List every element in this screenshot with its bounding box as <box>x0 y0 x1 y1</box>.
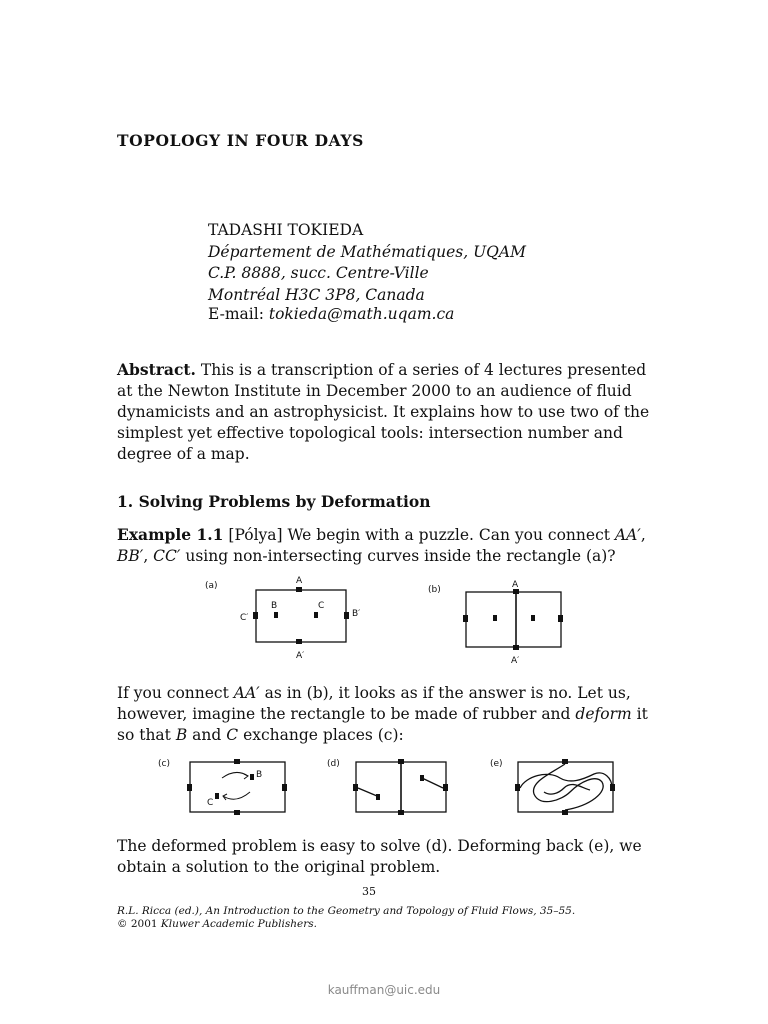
example-text-1: [Pólya] We begin with a puzzle. Can you connect <box>228 526 610 544</box>
page-number: 35 <box>362 885 376 898</box>
abstract-label: Abstract. <box>117 360 196 379</box>
figure-c <box>158 759 287 815</box>
figure-c-label: (c) <box>158 759 170 769</box>
figure-a-label-b: B <box>271 601 278 611</box>
example-text-2: using non-intersecting curves inside the rectangle (a)? <box>185 547 616 565</box>
point-c-left <box>187 784 192 791</box>
author-name: TADASHI TOKIEDA <box>208 221 364 239</box>
para2-text-5: exchange places (c): <box>243 726 404 744</box>
para2-text-1: If you connect <box>117 684 229 702</box>
para2-text-3: it so that <box>117 705 648 744</box>
figure-b-label-a-prime: A′ <box>511 656 520 666</box>
point-d-top <box>398 759 404 764</box>
section-heading: 1. Solving Problems by Deformation <box>117 492 431 511</box>
figure-e-curve-inner <box>544 785 590 795</box>
point-d-inner-left <box>376 794 380 800</box>
figure-c-label-c: C <box>207 798 214 808</box>
paragraph-deform <box>117 683 657 746</box>
swap-arrow-top <box>222 772 248 778</box>
figure-e <box>490 759 615 815</box>
figure-c-rectangle <box>190 762 285 812</box>
paper-title: TOPOLOGY IN FOUR DAYS <box>117 131 364 150</box>
point-d-bottom <box>398 810 404 815</box>
paragraph-solution: The deformed problem is easy to solve (d). Deforming back (e), we obtain a solution to the original problem. <box>117 837 642 876</box>
example-label: Example 1.1 <box>117 525 224 544</box>
point-c-prime-left <box>253 612 258 619</box>
point-c <box>314 612 318 618</box>
figure-b-label: (b) <box>428 585 441 595</box>
math-c: C <box>226 726 239 744</box>
figure-b <box>428 580 563 666</box>
para2-deform: deform <box>575 705 632 723</box>
figure-a-label-c-prime: C′ <box>240 613 249 623</box>
author-affiliation: Département de Mathématiques, UQAM <box>208 242 526 261</box>
watermark-email: kauffman@uic.edu <box>327 983 441 997</box>
point-a-top <box>296 587 302 592</box>
point-e-top <box>562 759 568 764</box>
figure-e-curve-outer <box>533 764 603 810</box>
point-b-inner-right <box>531 615 535 621</box>
point-b-a-prime-bottom <box>513 645 519 650</box>
figure-e-label: (e) <box>490 759 503 769</box>
math-cc: CC′ <box>153 547 181 565</box>
point-c-bottom <box>234 810 240 815</box>
math-aa: AA′ <box>614 526 641 544</box>
figure-d <box>327 759 448 815</box>
email-address: tokieda@math.uqam.ca <box>268 305 455 323</box>
footer-copyright <box>117 918 575 931</box>
point-d-inner-right <box>420 775 424 781</box>
point-e-bottom <box>562 810 568 815</box>
para2-text-4: and <box>192 726 222 744</box>
point-e-left <box>515 784 520 791</box>
figure-a-label-a: A <box>296 576 303 586</box>
copyright-publisher: Kluwer Academic Publishers. <box>160 918 318 930</box>
figure-d-label: (d) <box>327 759 340 769</box>
copyright-year: 2001 <box>130 918 158 930</box>
copyright-symbol: © <box>117 918 128 930</box>
swap-arrow-bottom <box>223 792 250 799</box>
figure-b-rectangle <box>466 592 561 647</box>
footer-citation: R.L. Ricca (ed.), An Introduction to the Geometry and Topology of Fluid Flows, 35–55. <box>117 905 576 917</box>
point-b-left <box>463 615 468 622</box>
figure-a-label: (a) <box>205 581 218 591</box>
swap-arrowhead-top <box>244 774 248 779</box>
figure-cde <box>150 752 620 822</box>
point-c-b <box>250 774 254 780</box>
figure-a <box>205 576 360 661</box>
figure-a-rectangle <box>256 590 346 642</box>
point-b-prime-right <box>344 612 349 619</box>
footer <box>117 905 575 931</box>
math-bb: BB′ <box>117 547 144 565</box>
email-label: E-mail: <box>208 305 264 323</box>
author-address-line2: Montréal H3C 3P8, Canada <box>208 285 425 304</box>
figure-a-label-b-prime: B′ <box>352 609 361 619</box>
math-aa-2: AA′ <box>233 684 260 702</box>
abstract-text: This is a transcription of a series of 4 lectures presented at the Newton Institute in December 2000 to an audience of fluid dynamicists and an astrophysicist. It explains how to use two of the simplest yet effective topological tools: intersection number and degree of a map. <box>117 361 650 463</box>
author-address-line1: C.P. 8888, succ. Centre-Ville <box>208 264 429 282</box>
point-d-left <box>353 784 358 791</box>
point-b-right <box>558 615 563 622</box>
point-c-top <box>234 759 240 764</box>
figure-a-label-c: C <box>318 601 325 611</box>
abstract <box>117 359 657 465</box>
example-paragraph: Example 1.1 [Pólya] We begin with a puzzle. Can you connect AA′, BB′, CC′ using non-intersecting curves inside the rectangle (a)? <box>117 525 646 565</box>
author-email-line <box>208 305 454 323</box>
figure-c-label-b: B <box>256 770 263 780</box>
point-a-prime-bottom <box>296 639 302 644</box>
point-c-right <box>282 784 287 791</box>
para2-text-2: as in (b), it looks as if the answer is no. Let us, however, imagine the rectangle to be made of rubber and <box>117 684 631 723</box>
point-d-right <box>443 784 448 791</box>
figure-a-label-a-prime: A′ <box>296 651 305 661</box>
point-b-inner-left <box>493 615 497 621</box>
math-b: B <box>175 726 188 744</box>
figure-d-curve-right <box>422 778 443 788</box>
figure-b-label-a: A <box>512 580 519 590</box>
point-b <box>274 612 278 618</box>
figure-ab <box>200 572 580 672</box>
figure-d-curve-left <box>358 788 377 796</box>
author-block <box>208 220 526 306</box>
point-c-c <box>215 793 219 799</box>
